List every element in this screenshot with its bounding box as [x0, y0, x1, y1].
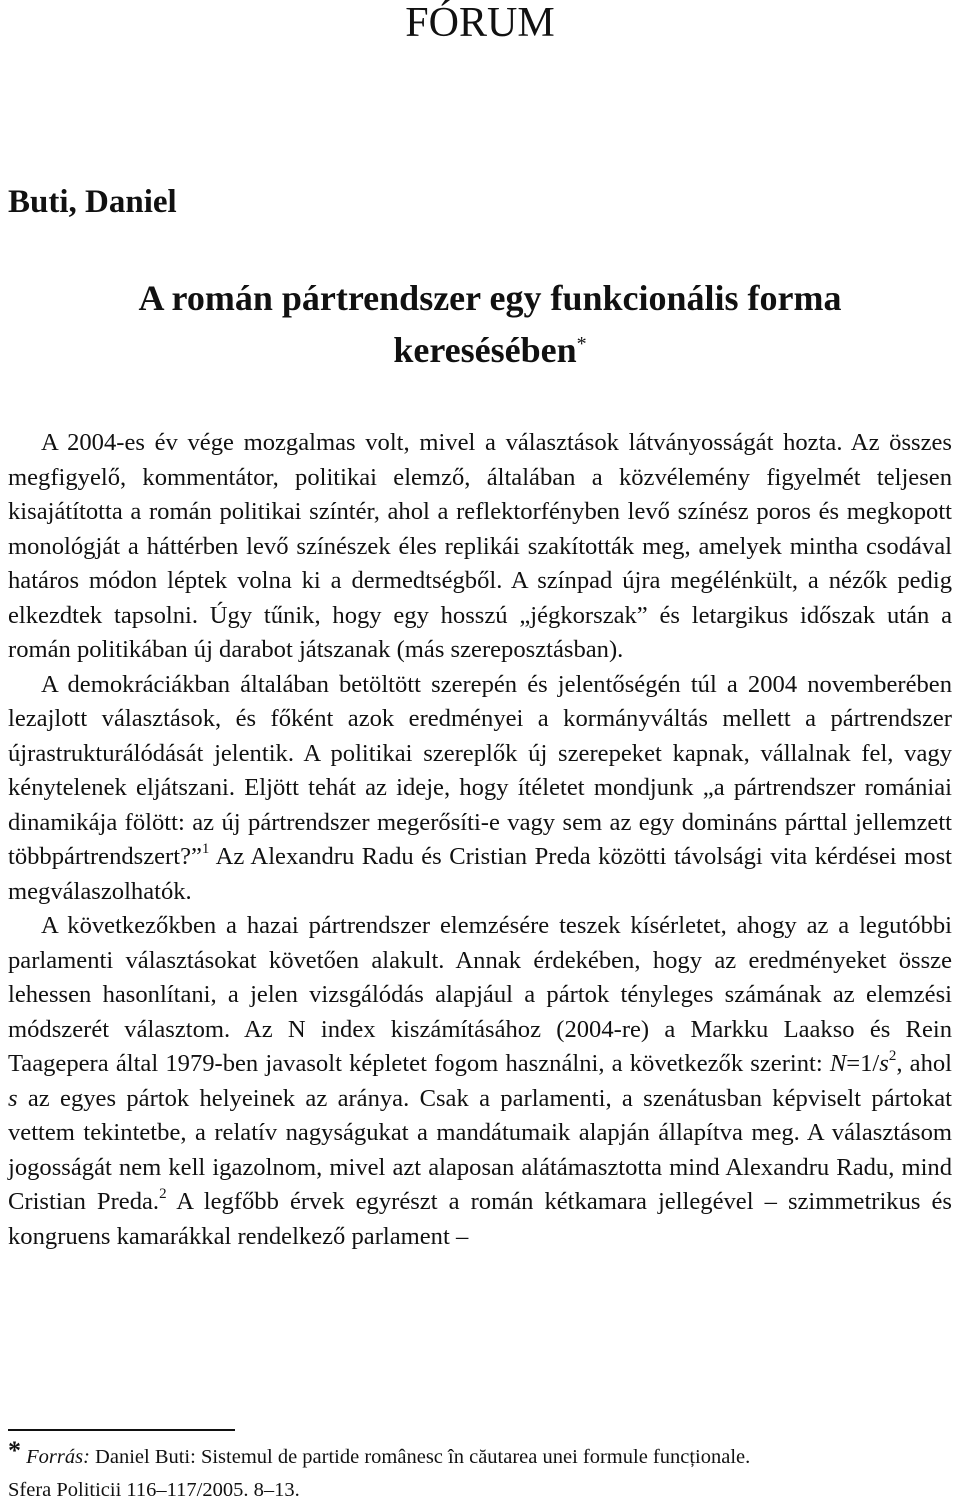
variable-s: s: [8, 1084, 18, 1112]
footnote-ref-2: 2: [159, 1185, 167, 1202]
article-body: [8, 426, 952, 1254]
formula-n: N: [829, 1050, 847, 1077]
formula-exponent: 2: [888, 1047, 897, 1064]
formula-mid: =1/: [846, 1050, 880, 1077]
paragraph-3: [8, 909, 952, 1254]
paragraph-3-text: A következőkben a hazai pártrendszer elemzésére teszek kísérletet, ahogy az a legutóbbi parlamenti választásokat követően alakult. Annak érdekében, hogy az eredményeket össze lehessen hasonlítani, a jelen vizsgálódás alapjául a pártok tényleges számának az elemzési módszerét választom. Az N index kiszámításához (2004-re) a Markku Laakso és Rein Taagepera által 1979-ben javasolt képletet fogom használni, a következők szerint:: [8, 912, 952, 1077]
paragraph-2: [8, 668, 952, 910]
section-heading: FÓRUM: [405, 0, 555, 46]
footnote-text: Daniel Buti: Sistemul de partide românesc în căutarea unei formule funcționale.: [89, 1446, 751, 1468]
article-author: Buti, Daniel: [8, 184, 177, 220]
footnote-ref-1: 1: [201, 840, 210, 857]
footnote-label: Forrás:: [26, 1446, 90, 1468]
formula-s: s: [879, 1050, 889, 1077]
footnote: [8, 1438, 952, 1507]
footnote-text-line-2: Sfera Politicii 116–117/2005. 8–13.: [8, 1479, 300, 1501]
paragraph-3-text-d: A legfőbb érvek egyrészt a román kétkamara jellegével – szimmetrikus és kongruens kamarákkal rendelkező parlament –: [8, 1188, 953, 1250]
title-line-1: A román pártrendszer egy funkcionális forma: [138, 278, 842, 318]
title-footnote-mark: *: [576, 333, 587, 355]
paragraph-2-text-end: Az Alexandru Radu és Cristian Preda közötti távolsági vita kérdései most megválaszolhatók.: [8, 843, 952, 905]
paragraph-3-text-b: , ahol: [896, 1050, 953, 1077]
footnote-mark: *: [8, 1436, 21, 1465]
article-title: [60, 272, 920, 376]
title-line-2: keresésében: [393, 330, 577, 370]
paragraph-2-text: A demokráciákban általában betöltött szerepén és jelentőségén túl a 2004 novemberében lezajlott választások, és főként azok eredményei a kormányváltás mellett a pártrendszer újrastrukturálódását jelentik. A politikai szereplők új szerepeket kapnak, vállalnak fel, vagy kénytelenek eljátszani. Eljött tehát az ideje, hogy ítéletet mondjunk „a pártrendszer romániai dinamikája fölött: az új pártrendszer megerősíti-e vagy sem az egy domináns párttal jellemzett többpártrendszert?”: [8, 670, 952, 870]
paragraph-3-text-c: az egyes pártok helyeinek az aránya. Csak a parlamenti, a szenátusban képviselt pártokat vettem tekintetbe, a relatív nagyságukat a mandátumaik alapján állapítva meg. A választásom jogosságát nem kell igazolnom, mivel azt alaposan alátámasztotta mind Alexandru Radu, mind Cristian Preda.: [8, 1084, 952, 1215]
footnote-divider: [8, 1429, 235, 1431]
paragraph-1: A 2004-es év vége mozgalmas volt, mivel a választások látványosságát hozta. Az összes megfigyelő, kommentátor, politikai elemző, általában a közvélemény figyelmét teljesen kisajátította a román politikai színtér, ahol a reflektorfényben levő színész poros és megkopott monológját a háttérben levő színészek éles replikái szakították meg, amelyek mintha csodával határos módon léptek volna ki a dermedtségből. A színpad újra megélénkült, a nézők pedig elkezdtek tapsolni. Úgy tűnik, hogy egy hosszú „jégkorszak” és letargikus időszak után a román politikában új darabot játszanak (más szereposztásban).: [8, 429, 952, 663]
